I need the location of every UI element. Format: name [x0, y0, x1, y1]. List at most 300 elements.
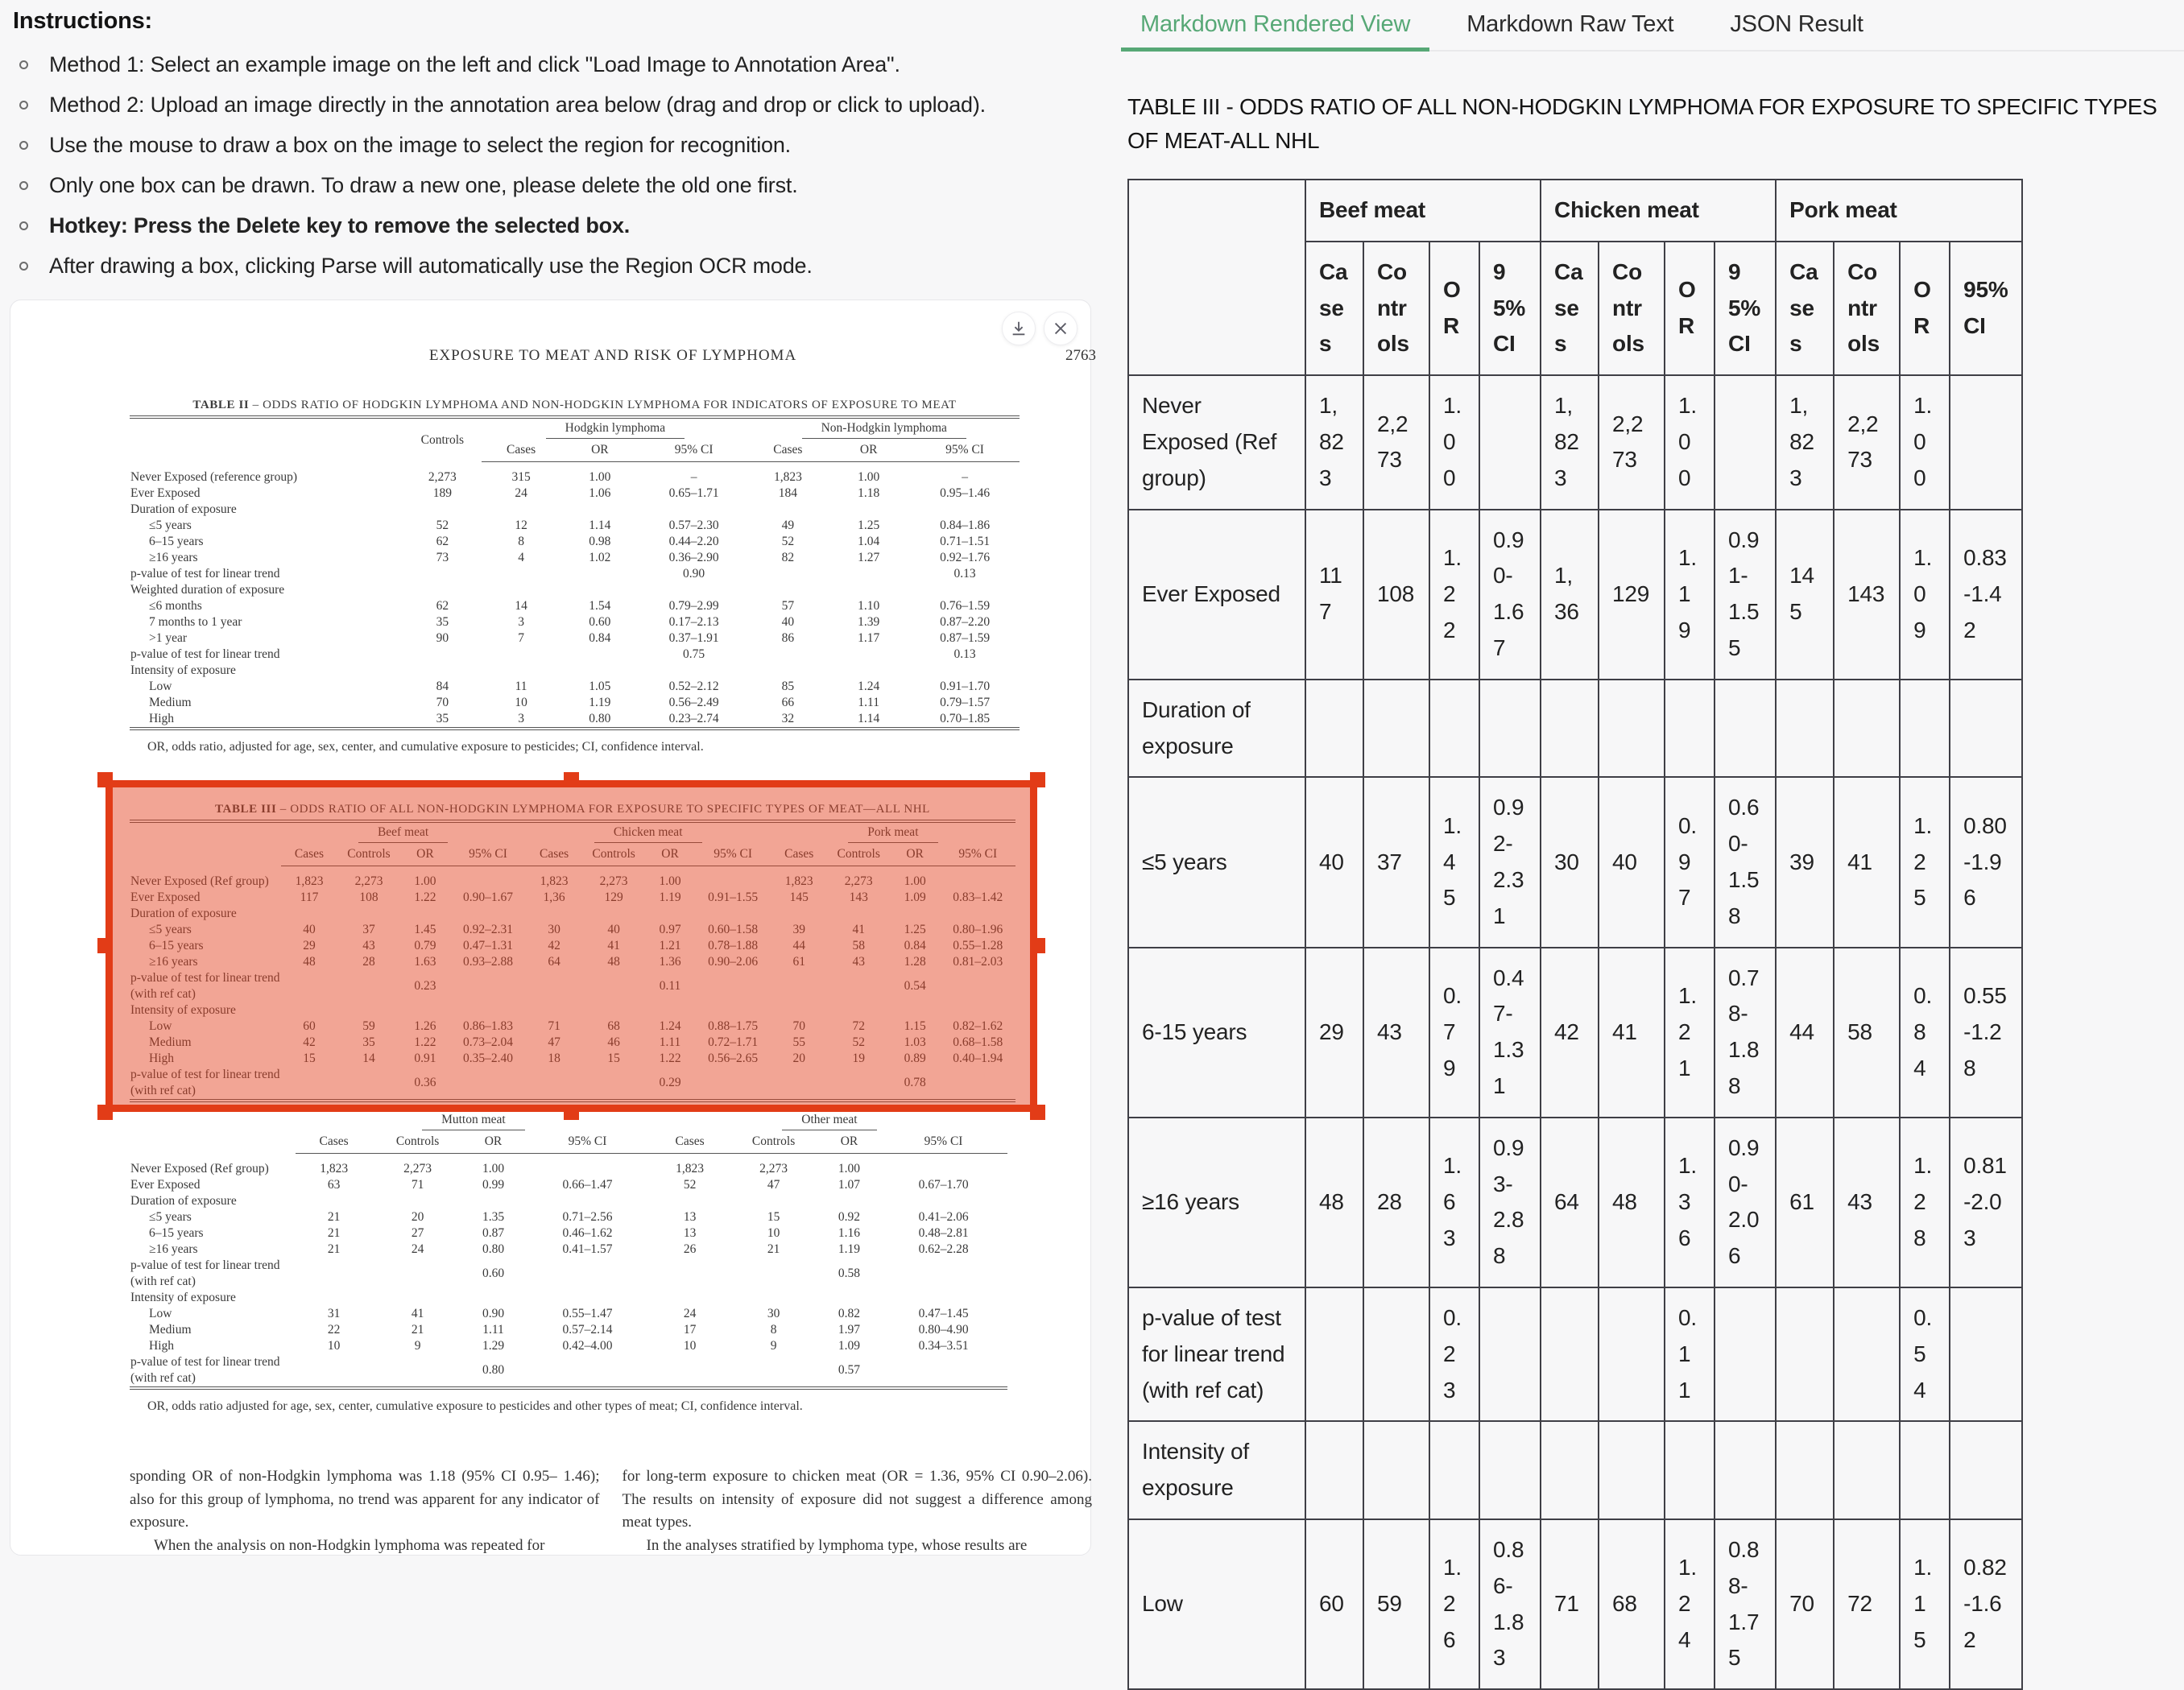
doc-cell: 1,36: [543, 890, 565, 904]
doc-cell: 64: [548, 955, 560, 969]
doc-cell: 3: [518, 615, 524, 629]
doc-table-row: [130, 647, 1020, 663]
bullet-icon: [19, 181, 28, 190]
doc-cell: 15: [303, 1052, 316, 1065]
doc-cell: 1.21: [659, 939, 681, 952]
result-cell: [1665, 1421, 1715, 1519]
result-cell: 0.82-1.62: [1950, 1519, 2022, 1689]
doc-table-row: [130, 582, 1020, 598]
doc-cell: 40: [781, 615, 795, 629]
doc-cell: 0.44–2.20: [668, 535, 719, 548]
doc-cell: 1.07: [838, 1178, 861, 1192]
doc-cell: 0.68–1.58: [953, 1035, 1003, 1049]
result-cell: 2,273: [1834, 375, 1900, 509]
result-cell: 0.60-1.58: [1715, 777, 1776, 947]
result-table: [1127, 179, 2023, 1690]
result-table-row: [1128, 948, 2022, 1118]
selection-handle-se[interactable]: [1030, 1105, 1045, 1120]
result-cell: 0.86-1.83: [1479, 1519, 1541, 1689]
result-cell: 1.21: [1665, 948, 1715, 1118]
doc-cell: 0.41–2.06: [918, 1210, 969, 1224]
doc-cell: [403, 502, 1020, 518]
doc-cell: 14: [362, 1052, 375, 1065]
doc-cell: 52: [852, 1035, 865, 1049]
doc-cell: 0.83–1.42: [953, 890, 1003, 904]
doc-table-row: [130, 1154, 1007, 1178]
doc-cell: 42: [548, 939, 560, 952]
doc-cell: 0.29: [659, 1076, 681, 1089]
doc-cell: 35: [436, 615, 449, 629]
doc-cell: 1,823: [320, 1162, 349, 1176]
result-sub-header: Cases: [1776, 242, 1834, 375]
result-cell: [1479, 1421, 1541, 1519]
doc-cell: 21: [327, 1210, 341, 1224]
doc-row-label: p-value of test for linear trend (with ref cat): [130, 1258, 280, 1288]
doc-cell: 10: [767, 1226, 780, 1240]
doc-table2-footnote: OR, odds ratio, adjusted for age, sex, center, and cumulative exposure to pesticides; CI, confidence interval.: [147, 740, 704, 754]
doc-cell: [403, 647, 482, 663]
doc-cell: [651, 1258, 728, 1290]
doc-cell: 0.87–2.20: [940, 615, 991, 629]
doc-cell: 28: [362, 955, 375, 969]
doc-row-label: High: [149, 1339, 174, 1353]
doc-table-row: [130, 462, 1020, 486]
result-sub-header: OR: [1429, 242, 1479, 375]
doc-cell: [560, 566, 639, 582]
result-group-header: Chicken meat: [1541, 180, 1776, 242]
doc-cell: 0.52–2.12: [668, 680, 719, 693]
doc-row-label: High: [149, 712, 174, 725]
tab-markdown-raw-text[interactable]: Markdown Raw Text: [1466, 11, 1674, 37]
doc-table-row: [130, 1193, 1007, 1209]
doc-cell: 24: [515, 486, 527, 500]
result-row-label: ≥16 years: [1128, 1118, 1305, 1287]
doc-cell: 0.97: [659, 923, 681, 936]
result-row-label: Never Exposed (Ref group): [1128, 375, 1305, 509]
result-sub-header: Cases: [1541, 242, 1599, 375]
selection-box[interactable]: [105, 780, 1037, 1112]
result-cell: 1,823: [1305, 375, 1363, 509]
doc-table-row: [130, 630, 1020, 647]
doc-cell: [728, 1258, 819, 1290]
doc-cell: 24: [411, 1242, 424, 1256]
doc-cell: 82: [781, 551, 795, 564]
result-sub-header: OR: [1665, 242, 1715, 375]
doc-cell: 30: [767, 1307, 780, 1320]
doc-cell: [523, 1154, 651, 1178]
instruction-text: Method 2: Upload an image directly in the annotation area below (drag and drop or click to upload).: [49, 93, 986, 117]
doc-cell: 22: [327, 1323, 341, 1337]
instruction-item: [13, 254, 1092, 279]
result-corner-cell: [1128, 180, 1305, 375]
doc-cell: 48: [607, 955, 620, 969]
result-cell: [1305, 680, 1363, 778]
doc-cell: 0.37–1.91: [668, 631, 719, 645]
doc-table-row: [130, 679, 1020, 695]
doc-cell: 0.91–1.70: [940, 680, 991, 693]
doc-row-label: 7 months to 1 year: [149, 615, 242, 629]
doc-cell: 0.58: [838, 1266, 861, 1280]
bullet-icon: [19, 141, 28, 150]
tab-markdown-rendered-view[interactable]: Markdown Rendered View: [1121, 0, 1429, 52]
doc-cell: 0.89: [904, 1052, 926, 1065]
doc-cell: 0.55–1.28: [953, 939, 1003, 952]
doc-cell: 1.17: [858, 631, 880, 645]
doc-sub-header: Controls: [728, 1132, 819, 1154]
doc-cell: 184: [778, 486, 797, 500]
result-cell: [1541, 1287, 1599, 1421]
doc-cell: 0.87–1.59: [940, 631, 991, 645]
result-table-row: [1128, 680, 2022, 778]
doc-table-row: [130, 502, 1020, 518]
result-cell: 48: [1305, 1118, 1363, 1287]
result-cell: 0.54: [1900, 1287, 1950, 1421]
doc-cell: 0.60: [589, 615, 611, 629]
doc-cell: 1,823: [676, 1162, 705, 1176]
doc-row-label: Never Exposed (reference group): [130, 469, 297, 484]
result-cell: 0.81-2.03: [1950, 1118, 2022, 1287]
doc-table-row: [130, 614, 1020, 630]
doc-cell: 26: [683, 1242, 697, 1256]
annotation-area[interactable]: [10, 300, 1096, 1556]
doc-sub-header: OR: [890, 845, 941, 866]
doc-table-row: [130, 711, 1020, 727]
doc-cell: 27: [411, 1226, 424, 1240]
doc-cell: 1.45: [414, 923, 436, 936]
result-cell: [1541, 1421, 1599, 1519]
doc-cell: 2,273: [428, 469, 457, 484]
doc-cell: 0.46–1.62: [562, 1226, 613, 1240]
doc-cell: 2,273: [759, 1162, 788, 1176]
doc-cell: 43: [852, 955, 865, 969]
instruction-item: [13, 52, 1092, 77]
result-cell: [1776, 680, 1834, 778]
result-cell: 0.80-1.96: [1950, 777, 2022, 947]
doc-sub-header: 95% CI: [941, 845, 1015, 866]
doc-cell: 0.62–2.28: [918, 1242, 969, 1256]
result-cell: 1.24: [1665, 1519, 1715, 1689]
result-table-row: [1128, 1287, 2022, 1421]
result-cell: 40: [1305, 777, 1363, 947]
selection-handle-w[interactable]: [97, 938, 113, 953]
doc-cell: 1.14: [858, 712, 880, 725]
result-cell: 1,823: [1541, 375, 1599, 509]
bullet-icon: [19, 221, 28, 230]
doc-cell: 70: [436, 696, 449, 709]
result-cell: 48: [1599, 1118, 1665, 1287]
doc-cell: 58: [852, 939, 865, 952]
doc-sub-header: Cases: [771, 845, 828, 866]
doc-cell: 8: [518, 535, 524, 548]
doc-cell: 1.54: [589, 599, 611, 613]
result-cell: 0.23: [1429, 1287, 1479, 1421]
doc-cell: 59: [362, 1019, 375, 1033]
doc-cell: 20: [411, 1210, 424, 1224]
doc-group-header: Hodgkin lymphoma: [482, 419, 748, 440]
bullet-icon: [19, 101, 28, 109]
result-cell: [1950, 375, 2022, 509]
result-cell: 70: [1776, 1519, 1834, 1689]
download-button[interactable]: [1002, 312, 1036, 345]
doc-cell: 0.73–2.04: [462, 1035, 513, 1049]
doc-cell: 0.80–1.96: [953, 923, 1003, 936]
result-group-header: Pork meat: [1776, 180, 2022, 242]
doc-cell: 0.84: [589, 631, 611, 645]
result-sub-header: Controls: [1834, 242, 1900, 375]
doc-cell: 1.06: [589, 486, 611, 500]
doc-row-label: ≤5 years: [149, 519, 192, 532]
result-row-label: p-value of test for linear trend (with ref cat): [1128, 1287, 1305, 1421]
doc-cell: [403, 663, 1020, 679]
result-cell: 0.47-1.31: [1479, 948, 1541, 1118]
doc-cell: 1.19: [838, 1242, 861, 1256]
tab-bar: [1121, 0, 2184, 52]
document-page: [130, 347, 1096, 1557]
doc-table-row: [130, 695, 1020, 711]
doc-cell: 62: [436, 599, 449, 613]
doc-row-label: Low: [149, 1307, 172, 1320]
doc-cell: 1.19: [589, 696, 611, 709]
result-sub-header: 95% CI: [1479, 242, 1541, 375]
doc-cell: 1.27: [858, 551, 880, 564]
selection-handle-s[interactable]: [564, 1105, 579, 1120]
doc-cell: 0.91–1.55: [708, 890, 759, 904]
doc-cell: 1.15: [904, 1019, 926, 1033]
tab-json-result[interactable]: JSON Result: [1730, 11, 1863, 37]
doc-row-label: Intensity of exposure: [130, 1291, 236, 1304]
doc-cell: 0.35–2.40: [462, 1052, 513, 1065]
doc-row-label: Medium: [149, 696, 192, 709]
document-body-text: [130, 1465, 1092, 1557]
result-cell: [1363, 1287, 1429, 1421]
doc-cell: 0.79: [414, 939, 436, 952]
doc-sub-header: 95% CI: [695, 845, 770, 866]
doc-cell: 1.63: [414, 955, 436, 969]
selection-handle-ne[interactable]: [1030, 772, 1045, 787]
doc-cell: 41: [411, 1307, 424, 1320]
result-cell: 1.00: [1429, 375, 1479, 509]
doc-table2: [130, 399, 1020, 754]
doc-cell: 0.41–1.57: [562, 1242, 613, 1256]
doc-cell: 60: [303, 1019, 316, 1033]
doc-cell: 0.34–3.51: [918, 1339, 969, 1353]
doc-cell: 0.79–2.99: [668, 599, 719, 613]
doc-cell: 0.79–1.57: [940, 696, 991, 709]
result-cell: 143: [1834, 510, 1900, 680]
result-cell: [1834, 1421, 1900, 1519]
doc-cell: 1.25: [904, 923, 926, 936]
doc-table-row: [130, 1306, 1007, 1322]
doc-cell: 0.87: [482, 1226, 505, 1240]
result-table-row: [1128, 777, 2022, 947]
doc-table-row: [130, 550, 1020, 566]
doc-row-label: p-value of test for linear trend: [130, 567, 280, 581]
doc-cell: 0.90: [482, 1307, 505, 1320]
doc-table-row: [130, 566, 1020, 582]
doc-cell: 1.00: [904, 874, 926, 888]
download-icon: [1010, 320, 1028, 337]
result-cell: [1665, 680, 1715, 778]
doc-cell: 31: [327, 1307, 341, 1320]
doc-cell: 1.24: [858, 680, 880, 693]
result-cell: 61: [1776, 1118, 1834, 1287]
doc-sub-header: 95% CI: [450, 845, 525, 866]
doc-cell: 52: [436, 519, 449, 532]
doc-table3-title: TABLE III – ODDS RATIO OF ALL NON-HODGKIN LYMPHOMA FOR EXPOSURE TO SPECIFIC TYPES OF MEAT—ALL NHL: [215, 803, 930, 816]
result-cell: 60: [1305, 1519, 1363, 1689]
doc-cell: 0.90–2.06: [708, 955, 759, 969]
doc-cell: 1.10: [858, 599, 880, 613]
doc-cell: 15: [607, 1052, 620, 1065]
doc-cell: [749, 566, 828, 582]
result-cell: 72: [1834, 1519, 1900, 1689]
doc-cell: 0.60: [482, 1266, 505, 1280]
doc-row-label: Never Exposed (Ref group): [130, 874, 269, 888]
document-running-title: EXPOSURE TO MEAT AND RISK OF LYMPHOMA: [428, 347, 797, 364]
doc-cell: 52: [683, 1178, 697, 1192]
doc-cell: 1.00: [589, 470, 611, 484]
doc-cell: 1.03: [904, 1035, 926, 1049]
doc-cell: 9: [414, 1339, 421, 1353]
doc-cell: 0.78–1.88: [708, 939, 759, 952]
result-cell: 2,273: [1363, 375, 1429, 509]
doc-cell: 0.11: [659, 979, 681, 993]
doc-cell: [523, 1258, 651, 1290]
bullet-icon: [19, 262, 28, 271]
doc-cell: 0.47–1.31: [462, 939, 513, 952]
result-cell: 1.26: [1429, 1519, 1479, 1689]
body-paragraph: for long-term exposure to chicken meat (OR = 1.36, 95% CI 0.90–2.06). The results on intensity of exposure did not suggest a difference among meat types.: [622, 1468, 1092, 1531]
result-cell: 0.78-1.88: [1715, 948, 1776, 1118]
doc-cell: 145: [789, 890, 809, 904]
doc-table3-footnote: OR, odds ratio adjusted for age, sex, center, cumulative exposure to pesticides and other types of meat; CI, confidence interval.: [147, 1399, 803, 1413]
result-cell: [1479, 1287, 1541, 1421]
doc-cell: 55: [792, 1035, 805, 1049]
doc-cell: 0.57–2.14: [562, 1323, 613, 1337]
result-cell: 39: [1776, 777, 1834, 947]
doc-cell: 21: [767, 1242, 780, 1256]
doc-sub-header: 95% CI: [523, 1132, 651, 1154]
result-table-row: [1128, 510, 2022, 680]
doc-cell: 1.04: [858, 535, 880, 548]
doc-cell: 0.70–1.85: [940, 712, 991, 725]
doc-row-label: Low: [149, 680, 172, 693]
result-cell: 0.88-1.75: [1715, 1519, 1776, 1689]
doc-table-row: [130, 1258, 1007, 1290]
doc-cell: 1.26: [414, 1019, 436, 1033]
doc-cell: [879, 1258, 1007, 1290]
doc-cell: [728, 1354, 819, 1386]
doc-cell: 90: [436, 631, 449, 645]
instruction-item: [13, 93, 1092, 118]
doc-cell: 15: [767, 1210, 780, 1224]
doc-cell: 71: [411, 1178, 424, 1192]
doc-cell: [827, 647, 910, 663]
doc-table-row: [130, 1209, 1007, 1225]
instructions-title: Instructions:: [13, 8, 153, 34]
doc-table-row: [130, 1322, 1007, 1338]
doc-row-label: Medium: [149, 1035, 192, 1049]
doc-cell: 85: [781, 680, 795, 693]
doc-cell: 0.56–2.49: [668, 696, 719, 709]
doc-cell: 0.47–1.45: [918, 1307, 969, 1320]
doc-cell: [523, 1354, 651, 1386]
doc-cell: [296, 1258, 372, 1290]
doc-cell: 49: [781, 519, 795, 532]
doc-cell: 0.80: [482, 1242, 505, 1256]
doc-cell: [372, 1354, 463, 1386]
doc-sub-header: Controls: [372, 1132, 463, 1154]
result-cell: 44: [1776, 948, 1834, 1118]
result-cell: [1599, 680, 1665, 778]
doc-sub-header: Cases: [296, 1132, 372, 1154]
doc-cell: 1,823: [773, 470, 802, 484]
close-button[interactable]: [1044, 312, 1078, 345]
doc-cell: 21: [411, 1323, 424, 1337]
doc-cell: 66: [781, 696, 795, 709]
doc-sub-header: OR: [463, 1132, 523, 1154]
doc-cell: 86: [781, 631, 795, 645]
doc-col-spacer: [130, 419, 403, 462]
instruction-text: Only one box can be drawn. To draw a new one, please delete the old one first.: [49, 173, 798, 197]
selection-handle-e[interactable]: [1030, 938, 1045, 953]
result-cell: 1.00: [1665, 375, 1715, 509]
doc-cell: 73: [436, 551, 449, 564]
doc-row-label: p-value of test for linear trend: [130, 647, 280, 661]
selection-handle-sw[interactable]: [97, 1105, 113, 1120]
result-cell: 29: [1305, 948, 1363, 1118]
doc-cell: 40: [607, 923, 620, 936]
result-cell: 68: [1599, 1519, 1665, 1689]
doc-cell: [879, 1354, 1007, 1386]
doc-cell: 2,273: [844, 874, 873, 888]
selection-handle-n[interactable]: [564, 772, 579, 787]
selection-handle-nw[interactable]: [97, 772, 113, 787]
doc-cell: 0.80–4.90: [918, 1323, 969, 1337]
doc-table-row: [130, 1225, 1007, 1242]
doc-cell: 1.16: [838, 1226, 861, 1240]
result-cell: 129: [1599, 510, 1665, 680]
doc-cell: 2,273: [354, 874, 383, 888]
doc-cell: 1.14: [589, 519, 611, 532]
doc-cell: 117: [300, 890, 319, 904]
doc-cell: 0.86–1.83: [462, 1019, 513, 1033]
instructions-panel: [13, 8, 1092, 294]
doc-row-label: Never Exposed (Ref group): [130, 1161, 269, 1176]
result-cell: 1.28: [1900, 1118, 1950, 1287]
doc-row-label: Duration of exposure: [130, 1194, 237, 1208]
doc-cell: 0.42–4.00: [562, 1339, 613, 1353]
result-row-label: Low: [1128, 1519, 1305, 1689]
doc-cell: 0.82–1.62: [953, 1019, 1003, 1033]
doc-sub-header: Cases: [526, 845, 583, 866]
doc-cell: [482, 566, 560, 582]
doc-cell: 48: [303, 955, 316, 969]
doc-cell: 72: [852, 1019, 865, 1033]
doc-cell: 29: [303, 939, 316, 952]
result-cell: 0.91-1.55: [1715, 510, 1776, 680]
doc-sub-header: Controls: [828, 845, 890, 866]
result-cell: [1479, 680, 1541, 778]
doc-cell: 41: [607, 939, 620, 952]
doc-sub-header: OR: [400, 845, 451, 866]
doc-row-label: Duration of exposure: [130, 907, 237, 920]
doc-row-label: 6–15 years: [149, 1226, 204, 1240]
result-cell: 0.92-2.31: [1479, 777, 1541, 947]
doc-row-label: Ever Exposed: [130, 890, 201, 904]
doc-cell: –: [962, 470, 968, 484]
doc-cell: 0.67–1.70: [918, 1178, 969, 1192]
